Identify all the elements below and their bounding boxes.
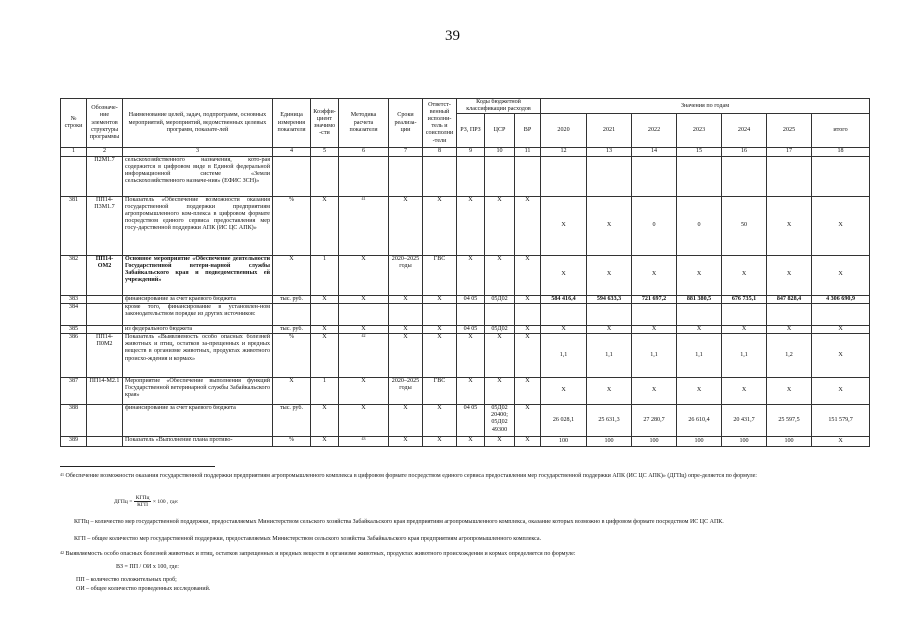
column-number: 16 — [722, 148, 767, 156]
formula-dgpc-rhs: × 100 , где: — [152, 498, 179, 505]
header-budget-codes: Коды бюджетной классификации расходов — [457, 99, 541, 114]
cell-value-2025 — [767, 303, 812, 325]
cell-name: Показатель «Обеспечение возможности оказания государственной поддержки предприятиям агропромышленного ком-плекса в цифровом формате посредством единого сервиса предоставления мер госу-дарственной поддержки АПК (ИС ЦС АПК)» — [123, 196, 273, 255]
footnote-41 — [60, 472, 869, 480]
cell-csr: 05Д02 — [485, 295, 515, 303]
cell-name: Мероприятие «Обеспечение выполнения функций Государственной ветеринарной службы Забайкальского края» — [123, 377, 273, 404]
table-row — [61, 333, 870, 377]
column-number: 12 — [541, 148, 587, 156]
formula-dgpc-numerator: КГПц — [135, 495, 150, 501]
cell-value-2022: 27 280,7 — [632, 404, 677, 436]
cell-value-2020 — [541, 156, 587, 196]
cell-method: X — [339, 325, 389, 333]
cell-terms: X — [389, 196, 423, 255]
cell-responsible: X — [423, 295, 457, 303]
cell-value-2024: X — [722, 325, 767, 333]
cell-value-total: X — [812, 333, 870, 377]
header-year: 2023 — [677, 114, 722, 148]
header-responsible: Ответст-венный исполни-тель и соисполни-тели — [423, 99, 457, 148]
header-csr: ЦСР — [485, 114, 515, 148]
table-row — [61, 295, 870, 303]
cell-csr: X — [485, 377, 515, 404]
cell-row-num — [61, 156, 87, 196]
formula-dgpc-denominator: КГП — [137, 502, 148, 508]
cell-coef: X — [311, 325, 339, 333]
column-number: 8 — [423, 148, 457, 156]
cell-csr — [485, 303, 515, 325]
header-year: 2024 — [722, 114, 767, 148]
cell-value-2022: X — [632, 255, 677, 295]
cell-value-total: X — [812, 255, 870, 295]
cell-coef: X — [311, 196, 339, 255]
cell-unit: тыс. руб. — [273, 295, 311, 303]
cell-value-2023 — [677, 303, 722, 325]
cell-vr: X — [515, 404, 541, 436]
cell-unit: тыс. руб. — [273, 404, 311, 436]
cell-vr: X — [515, 325, 541, 333]
cell-value-2020: X — [541, 255, 587, 295]
cell-value-2023 — [677, 156, 722, 196]
cell-method: X — [339, 295, 389, 303]
cell-value-2025: 847 828,4 — [767, 295, 812, 303]
table-row — [61, 404, 870, 436]
cell-value-2023: X — [677, 377, 722, 404]
cell-row-num: 385 — [61, 325, 87, 333]
column-number: 2 — [87, 148, 123, 156]
cell-value-2022 — [632, 303, 677, 325]
header-year: 2021 — [587, 114, 632, 148]
kgpc-definition: КГПц – количество мер государственной поддержки, предоставляемых Министерством сельского хозяйства Забайкальского края предприятиям агропромышленного комплекса, оказание которых возможно в цифровом формате посредством ИС ЦС АПК. — [74, 519, 724, 525]
column-number: 5 — [311, 148, 339, 156]
formula-dgpc — [114, 495, 178, 508]
cell-row-num: 386 — [61, 333, 87, 377]
cell-value-2020 — [541, 303, 587, 325]
cell-terms: X — [389, 333, 423, 377]
cell-value-2025: X — [767, 196, 812, 255]
header-vr: ВР — [515, 114, 541, 148]
cell-value-2021: X — [587, 255, 632, 295]
cell-name: Основное мероприятие «Обеспечение деятельности Государственной ветери-нарной службы Забайкальского края и подведомственных ей учреждений» — [123, 255, 273, 295]
cell-unit — [273, 156, 311, 196]
cell-value-2020: X — [541, 377, 587, 404]
header-name: Наименование целей, задач, подпрограмм, основных мероприятий, мероприятий, ведомственных целевых программ, показате-лей — [123, 99, 273, 148]
cell-unit — [273, 303, 311, 325]
cell-value-2021: X — [587, 196, 632, 255]
column-number: 14 — [632, 148, 677, 156]
cell-value-2021: X — [587, 377, 632, 404]
column-number: 15 — [677, 148, 722, 156]
footnote-ref: 43 — [361, 436, 366, 441]
cell-row-num: 388 — [61, 404, 87, 436]
cell-unit: X — [273, 255, 311, 295]
header-method: Методика расчета показателя — [339, 99, 389, 148]
cell-method: X — [339, 404, 389, 436]
formula-dgpc-fraction — [134, 495, 152, 508]
cell-name: кроме того, финансирование в установлен-ном законодательством порядке из других источников: — [123, 303, 273, 325]
cell-terms: 2020–2025 годы — [389, 255, 423, 295]
header-year: 2020 — [541, 114, 587, 148]
page-number: 39 — [445, 28, 460, 44]
cell-csr: X — [485, 333, 515, 377]
column-number: 17 — [767, 148, 812, 156]
cell-row-num: 387 — [61, 377, 87, 404]
cell-value-2023: 100 — [677, 436, 722, 446]
column-number: 6 — [339, 148, 389, 156]
kgp-definition: КГП – общее количество мер государственной поддержки, предоставляемых Министерством сельского хозяйства Забайкальского края предприятиям агропромышленного комплекса. — [74, 536, 542, 542]
cell-rz: X — [457, 255, 485, 295]
column-number: 13 — [587, 148, 632, 156]
cell-responsible: X — [423, 436, 457, 446]
footnote-42-text: Выявляемость особо опасных болезней животных и птиц, остатков запрещенных и вредных веществ в организме животных, продуктах животного происхождения и кормах определяется по формуле: — [65, 551, 576, 557]
cell-terms: X — [389, 325, 423, 333]
cell-rz: 04 05 — [457, 404, 485, 436]
cell-responsible — [423, 303, 457, 325]
cell-coef: 1 — [311, 255, 339, 295]
cell-value-2025: 25 597,5 — [767, 404, 812, 436]
cell-value-2025 — [767, 156, 812, 196]
cell-coef — [311, 156, 339, 196]
cell-value-2020: 26 028,1 — [541, 404, 587, 436]
cell-terms: X — [389, 404, 423, 436]
table-row — [61, 325, 870, 333]
cell-designation: ПП14-П0М2 — [87, 333, 123, 377]
cell-row-num: 383 — [61, 295, 87, 303]
cell-value-total: 151 579,7 — [812, 404, 870, 436]
cell-responsible: ГВС — [423, 377, 457, 404]
cell-name: Показатель «Выполнение плана противо- — [123, 436, 273, 446]
cell-responsible: X — [423, 404, 457, 436]
cell-designation: ПП14-ОМ2 — [87, 255, 123, 295]
cell-value-2021: X — [587, 325, 632, 333]
cell-method — [339, 303, 389, 325]
cell-coef — [311, 303, 339, 325]
cell-value-2022: 100 — [632, 436, 677, 446]
cell-terms: 2020–2025 годы — [389, 377, 423, 404]
cell-designation: П2М1.7 — [87, 156, 123, 196]
cell-value-2023: 0 — [677, 196, 722, 255]
cell-value-2020: 584 416,4 — [541, 295, 587, 303]
cell-value-2021: 1,1 — [587, 333, 632, 377]
cell-rz — [457, 156, 485, 196]
cell-vr: X — [515, 196, 541, 255]
formula-dgpc-lhs: ДГПц = — [114, 498, 133, 505]
cell-designation — [87, 436, 123, 446]
cell-row-num: 389 — [61, 436, 87, 446]
cell-terms: X — [389, 295, 423, 303]
cell-value-2024: 676 735,1 — [722, 295, 767, 303]
cell-value-2023: 1,1 — [677, 333, 722, 377]
cell-value-2024: 50 — [722, 196, 767, 255]
cell-terms — [389, 156, 423, 196]
cell-rz — [457, 303, 485, 325]
cell-designation — [87, 404, 123, 436]
oi-definition: ОИ – общее количество проведенных исследований. — [76, 586, 211, 592]
cell-value-total: X — [812, 377, 870, 404]
cell-coef: X — [311, 333, 339, 377]
cell-csr: X — [485, 436, 515, 446]
cell-value-2022: X — [632, 377, 677, 404]
cell-vr: X — [515, 377, 541, 404]
cell-row-num: 384 — [61, 303, 87, 325]
cell-name: из федерального бюджета — [123, 325, 273, 333]
cell-unit: X — [273, 377, 311, 404]
cell-method: X — [339, 377, 389, 404]
cell-value-2025: X — [767, 255, 812, 295]
cell-value-total: 4 306 690,9 — [812, 295, 870, 303]
cell-value-2025: 100 — [767, 436, 812, 446]
cell-vr — [515, 156, 541, 196]
column-number: 4 — [273, 148, 311, 156]
cell-value-2025: 1,2 — [767, 333, 812, 377]
cell-value-2022: 721 697,2 — [632, 295, 677, 303]
table-row — [61, 303, 870, 325]
cell-unit: % — [273, 196, 311, 255]
cell-unit: тыс. руб. — [273, 325, 311, 333]
column-number: 18 — [812, 148, 870, 156]
cell-value-total: X — [812, 196, 870, 255]
column-number: 10 — [485, 148, 515, 156]
table-body — [61, 156, 870, 446]
cell-value-2024: 1,1 — [722, 333, 767, 377]
cell-value-2022: 0 — [632, 196, 677, 255]
cell-rz: X — [457, 436, 485, 446]
cell-value-2021: 594 633,3 — [587, 295, 632, 303]
cell-method — [339, 156, 389, 196]
cell-value-2020: 100 — [541, 436, 587, 446]
cell-designation: ПП14-П3М1.7 — [87, 196, 123, 255]
cell-vr: X — [515, 333, 541, 377]
column-number: 7 — [389, 148, 423, 156]
cell-coef: 1 — [311, 377, 339, 404]
cell-name: сельскохозяйственного назначения, кото-рая содержится в цифровом виде в Единой федеральной информационной системе «Земли сельскохозяйственного назначе-ния» (ЕФИС ЗСН)» — [123, 156, 273, 196]
cell-designation — [87, 303, 123, 325]
column-number: 11 — [515, 148, 541, 156]
cell-csr: 05Д02 — [485, 325, 515, 333]
formula-vz: ВЗ = ПП / ОИ х 100, где: — [116, 564, 179, 570]
cell-terms: X — [389, 436, 423, 446]
cell-value-total — [812, 156, 870, 196]
cell-value-2023: 881 380,5 — [677, 295, 722, 303]
cell-value-2024: X — [722, 377, 767, 404]
table-row — [61, 436, 870, 446]
cell-value-2020: X — [541, 325, 587, 333]
cell-value-2021 — [587, 303, 632, 325]
cell-value-2021: 100 — [587, 436, 632, 446]
cell-method — [339, 436, 389, 446]
cell-unit: % — [273, 333, 311, 377]
table-row — [61, 377, 870, 404]
table-row — [61, 156, 870, 196]
cell-responsible: X — [423, 196, 457, 255]
cell-designation — [87, 325, 123, 333]
cell-method — [339, 333, 389, 377]
cell-vr: X — [515, 436, 541, 446]
pp-definition: ПП – количество положительных проб; — [76, 577, 177, 583]
cell-value-2025: X — [767, 377, 812, 404]
cell-value-2022: 1,1 — [632, 333, 677, 377]
cell-row-num: 381 — [61, 196, 87, 255]
column-numbers-row — [61, 148, 870, 156]
cell-responsible: X — [423, 325, 457, 333]
cell-value-2022: X — [632, 325, 677, 333]
cell-designation: ПП14-М2.1 — [87, 377, 123, 404]
cell-value-2024 — [722, 303, 767, 325]
cell-responsible: ГВС — [423, 255, 457, 295]
cell-value-2023: 26 610,4 — [677, 404, 722, 436]
header-year: 2022 — [632, 114, 677, 148]
cell-vr: X — [515, 255, 541, 295]
cell-coef: X — [311, 404, 339, 436]
program-table — [60, 98, 870, 447]
cell-responsible: X — [423, 333, 457, 377]
cell-method: X — [339, 255, 389, 295]
cell-value-2024 — [722, 156, 767, 196]
cell-value-total: X — [812, 325, 870, 333]
cell-name: финансирование за счет краевого бюджета — [123, 404, 273, 436]
footnote-41-mark: 41 — [60, 472, 64, 477]
cell-value-2021 — [587, 156, 632, 196]
cell-value-2021: 25 631,3 — [587, 404, 632, 436]
cell-unit: % — [273, 436, 311, 446]
cell-row-num: 382 — [61, 255, 87, 295]
cell-name: финансирование за счет краевого бюджета — [123, 295, 273, 303]
header-designation: Обозначе-ние элементов структуры программы — [87, 99, 123, 148]
cell-value-2024: 100 — [722, 436, 767, 446]
header-total: итого — [812, 114, 870, 148]
cell-rz: X — [457, 196, 485, 255]
cell-rz: X — [457, 377, 485, 404]
header-year: 2025 — [767, 114, 812, 148]
cell-value-2022 — [632, 156, 677, 196]
column-number: 9 — [457, 148, 485, 156]
cell-rz: 04 05 — [457, 325, 485, 333]
table-row — [61, 196, 870, 255]
cell-csr: X — [485, 196, 515, 255]
cell-vr — [515, 303, 541, 325]
cell-value-2024: 20 431,7 — [722, 404, 767, 436]
table-row — [61, 255, 870, 295]
cell-method — [339, 196, 389, 255]
header-terms: Сроки реализа-ции — [389, 99, 423, 148]
cell-vr: X — [515, 295, 541, 303]
cell-designation — [87, 295, 123, 303]
cell-value-2023: X — [677, 255, 722, 295]
cell-name: Показатель «Выявляемость особо опасных болезней животных и птиц, остатков за-прещенных и вредных веществ в организме животных, продуктах животного происхо-ждения и кормах» — [123, 333, 273, 377]
cell-rz: 04 05 — [457, 295, 485, 303]
cell-value-2024: X — [722, 255, 767, 295]
header-num: № строки — [61, 99, 87, 148]
cell-coef: X — [311, 436, 339, 446]
cell-csr: X — [485, 255, 515, 295]
cell-value-total: X — [812, 436, 870, 446]
cell-terms — [389, 303, 423, 325]
footnote-42 — [60, 550, 869, 558]
footnote-42-mark: 42 — [60, 550, 64, 555]
cell-csr — [485, 156, 515, 196]
footnote-41-text: Обеспечение возможности оказания государственной поддержки предприятиям агропромышленного комплекса в цифровом формате посредством единого сервиса предоставления мер государственной поддержки АПК (ИС ЦС АПК)» (ДГПц) опре-деляется по формуле: — [65, 473, 757, 479]
cell-value-2020: X — [541, 196, 587, 255]
header-rz: РЗ, ПРЗ — [457, 114, 485, 148]
cell-value-2025: X — [767, 325, 812, 333]
cell-value-2020: 1,1 — [541, 333, 587, 377]
footnote-ref: 41 — [361, 196, 366, 201]
cell-responsible — [423, 156, 457, 196]
column-number: 1 — [61, 148, 87, 156]
cell-value-2023: X — [677, 325, 722, 333]
footnote-rule — [60, 466, 215, 467]
cell-coef: X — [311, 295, 339, 303]
header-unit: Единица измерения показателя — [273, 99, 311, 148]
header-coef: Коэффи-циент значимо-сти — [311, 99, 339, 148]
cell-rz: X — [457, 333, 485, 377]
header-values: Значения по годам — [541, 99, 870, 114]
cell-csr: 05Д02 20400; 05Д02 49300 — [485, 404, 515, 436]
cell-value-total — [812, 303, 870, 325]
column-number: 3 — [123, 148, 273, 156]
footnote-ref: 42 — [361, 333, 366, 338]
